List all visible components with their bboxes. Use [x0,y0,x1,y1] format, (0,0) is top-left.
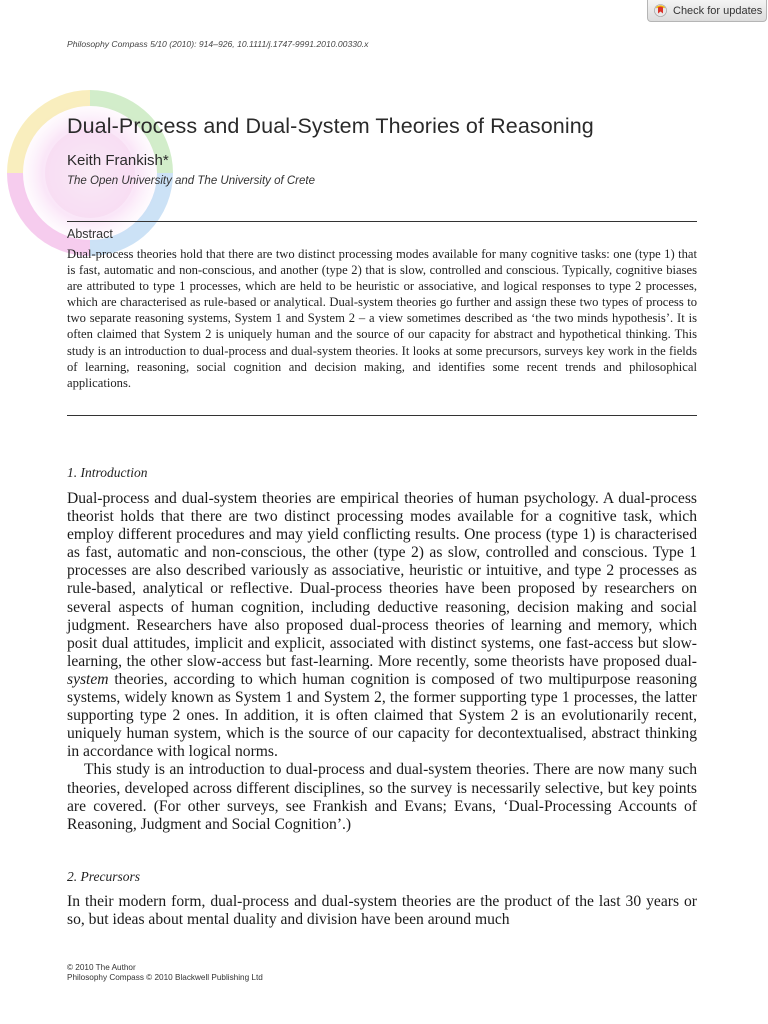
check-for-updates-button[interactable] [647,0,767,22]
section-2-body [67,893,697,929]
section-2-paragraph-1: In their modern form, dual-process and dual-system theories are the product of the last 30 years or so, but ideas about mental duality and division have been around much [67,893,697,929]
section-1-paragraph-1: Dual-process and dual-system theories are empirical theories of human psychology. A dual-process theorist holds that there are two distinct processing modes available for a cognitive task, which employ different procedures and may yield conflicting results. One process (type 1) is characterised as fast, automatic and non-conscious, the other (type 2) as slow, controlled and conscious. Type 1 processes are also described variously as associative, heuristic or intuitive, and type 2 processes as rule-based, analytical or reflective. Dual-process theories have been proposed by researchers on several aspects of human cognition, including deductive reasoning, decision making and social judgment. Researchers have also proposed dual-process theories of learning and memory, which posit dual attitudes, implicit and explicit, associated with distinct systems, one fast-access but slow-learning, the other slow-access but fast-learning. More recently, some theorists have proposed dual-system theories, according to which human cognition is composed of two multipurpose reasoning systems, widely known as System 1 and System 2, the former supporting type 1 processes, the latter supporting type 2 ones. In addition, it is often claimed that System 2 is an evolutionarily recent, uniquely human system, which is the source of our capacity for decontextualised, abstract thinking in accordance with logical norms. [67,490,697,761]
section-1-heading: 1. Introduction [67,465,148,480]
section-2-heading: 2. Precursors [67,869,140,884]
copyright-publisher: Philosophy Compass © 2010 Blackwell Publishing Ltd [67,973,263,982]
crossmark-icon [654,4,667,17]
paper-title: Dual-Process and Dual-System Theories of Reasoning [67,114,594,138]
abstract-text: Dual-process theories hold that there are two distinct processing modes available for many cognitive tasks: one (type 1) that is fast, automatic and non-conscious, and another (type 2) that is slow, controlled and conscious. Typically, cognitive biases are attributed to type 1 processes, which are held to be heuristic or associative, and logical responses to type 2 processes, which are characterised as rule-based or analytical. Dual-system theories go further and assign these two types of process to two separate reasoning systems, System 1 and System 2 – a view sometimes described as ‘the two minds hypothesis’. It is often claimed that System 2 is uniquely human and the source of our capacity for abstract and hypothetical thinking. This study is an introduction to dual-process and dual-system theories. It looks at some precursors, surveys key work in the fields of learning, reasoning, social cognition and decision making, and identifies some recent trends and philosophical applications. [67,247,697,390]
copyright-author: © 2010 The Author [67,963,136,972]
section-1-body [67,490,697,834]
author-name: Keith Frankish* [67,152,169,169]
abstract-heading: Abstract [67,227,113,241]
copyright-footer [67,963,263,983]
author-affiliation: The Open University and The University of Crete [67,175,315,187]
abstract-top-rule [67,221,697,222]
journal-citation: Philosophy Compass 5/10 (2010): 914–926, 10.1111/j.1747-9991.2010.00330.x [67,39,369,49]
section-1-paragraph-2: This study is an introduction to dual-process and dual-system theories. There are now many such theories, developed across different disciplines, so the survey is necessarily selective, but key points are covered. (For other surveys, see Frankish and Evans; Evans, ‘Dual-Processing Accounts of Reasoning, Judgment and Social Cognition’.) [67,761,697,833]
abstract-bottom-rule [67,415,697,416]
check-for-updates-label: Check for updates [673,4,763,17]
